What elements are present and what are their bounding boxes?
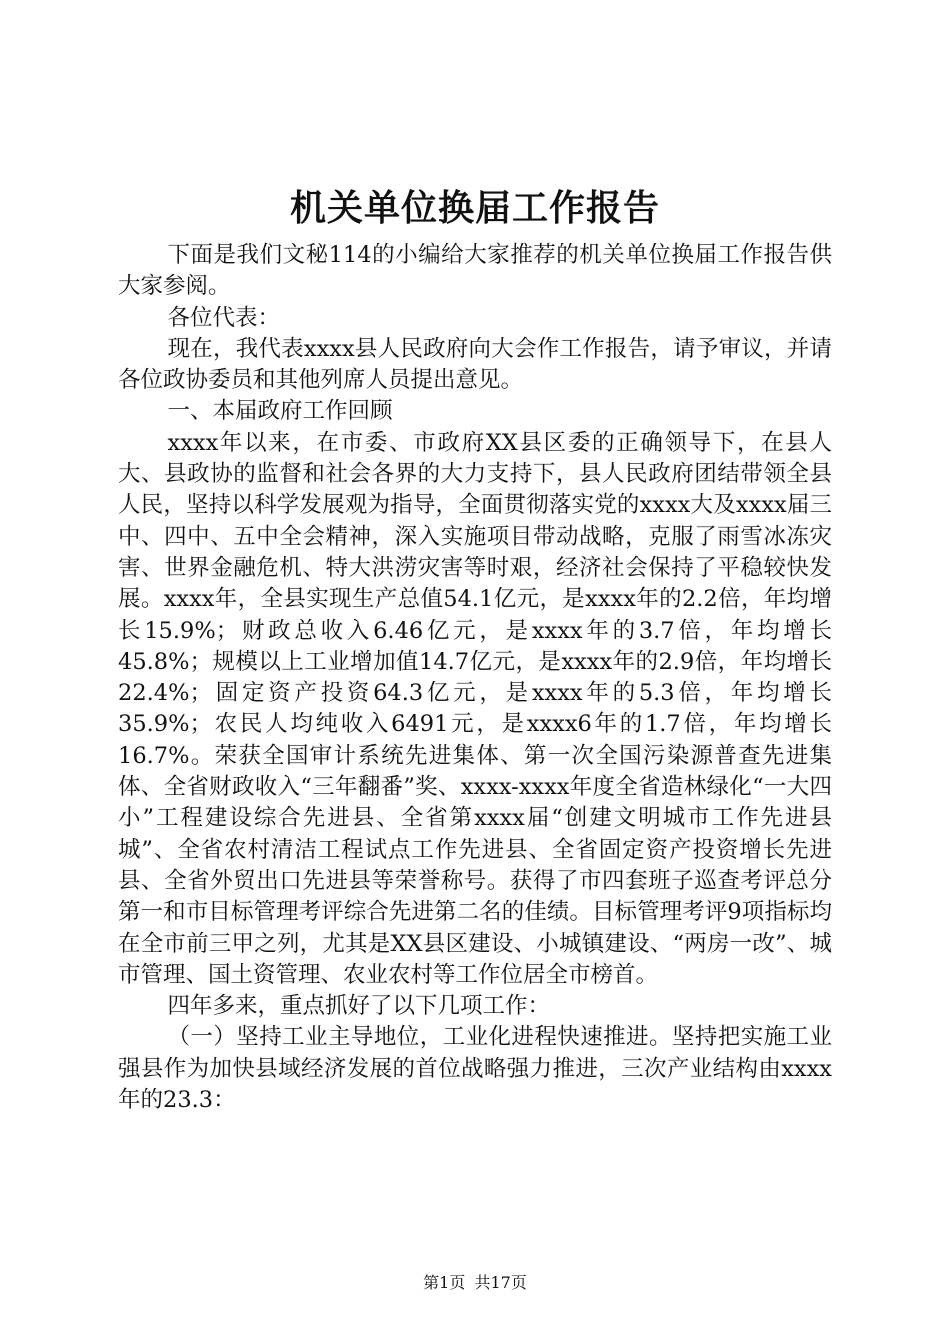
document-title: 机关单位换届工作报告: [289, 187, 660, 229]
page-number: 第1页: [423, 1273, 466, 1292]
intro-paragraph: 下面是我们文秘114的小编给大家推荐的机关单位换届工作报告供大家参阅。: [118, 242, 832, 300]
salutation: 各位代表：: [167, 304, 281, 331]
industry-paragraph: （一）坚持工业主导地位，工业化进程快速推进。坚持把实施工业强县作为加快县域经济发展的首位战略强力推进，三次产业结构由xxxx年的23.3：: [118, 1024, 832, 1114]
opening-paragraph: 现在，我代表xxxx县人民政府向大会作工作报告，请予审议，并请各位政协委员和其他列席人员提出意见。: [118, 335, 832, 394]
page-total: 共17页: [474, 1273, 527, 1292]
key-work-intro: 四年多来，重点抓好了以下几项工作：: [167, 993, 551, 1020]
page-footer: [0, 1272, 950, 1294]
review-paragraph: xxxx年以来，在市委、市政府XX县区委的正确领导下，在县人大、县政协的监督和社会各界的大力支持下，县人民政府团结带领全县人民，坚持以科学发展观为指导，全面贯彻落实党的xxxx大及xxxx届三中、四中、五中全会精神，深入实施项目带动战略，克服了雨雪冰冻灾害、世界金融危机、特大洪涝灾害等时艰，经济社会保持了平稳较快发展。xxxx年，全县实现生产总值54.1亿元，是xxxx年的2.2倍，年均增长15.9%；财政总收入6.46亿元，是xxxx年的3.7倍，年均增长45.8%；规模以上工业增加值14.7亿元，是xxxx年的2.9倍，年均增长22.4%；固定资产投资64.3亿元，是xxxx年的5.3倍，年均增长35.9%；农民人均纯收入6491元，是xxxx6年的1.7倍，年均增长16.7%。荣获全国审计系统先进集体、第一次全国污染源普查先进集体、全省财政收入“三年翻番”奖、xxxx-xxxx年度全省造林绿化“一大四小”工程建设综合先进县、全省第xxxx届“创建文明城市工作先进县城”、全省农村清洁工程试点工作先进县、全省固定资产投资增长先进县、全省外贸出口先进县等荣誉称号。获得了市四套班子巡查考评总分第一和市目标管理考评综合先进第二名的佳绩。目标管理考评9项指标均在全市前三甲之列，尤其是XX县区建设、小城镇建设、“两房一改”、城市管理、国土资管理、农业农村等工作位居全市榜首。: [118, 429, 832, 988]
document-body: [118, 240, 832, 1116]
section-heading: 一、本届政府工作回顾: [167, 398, 393, 425]
